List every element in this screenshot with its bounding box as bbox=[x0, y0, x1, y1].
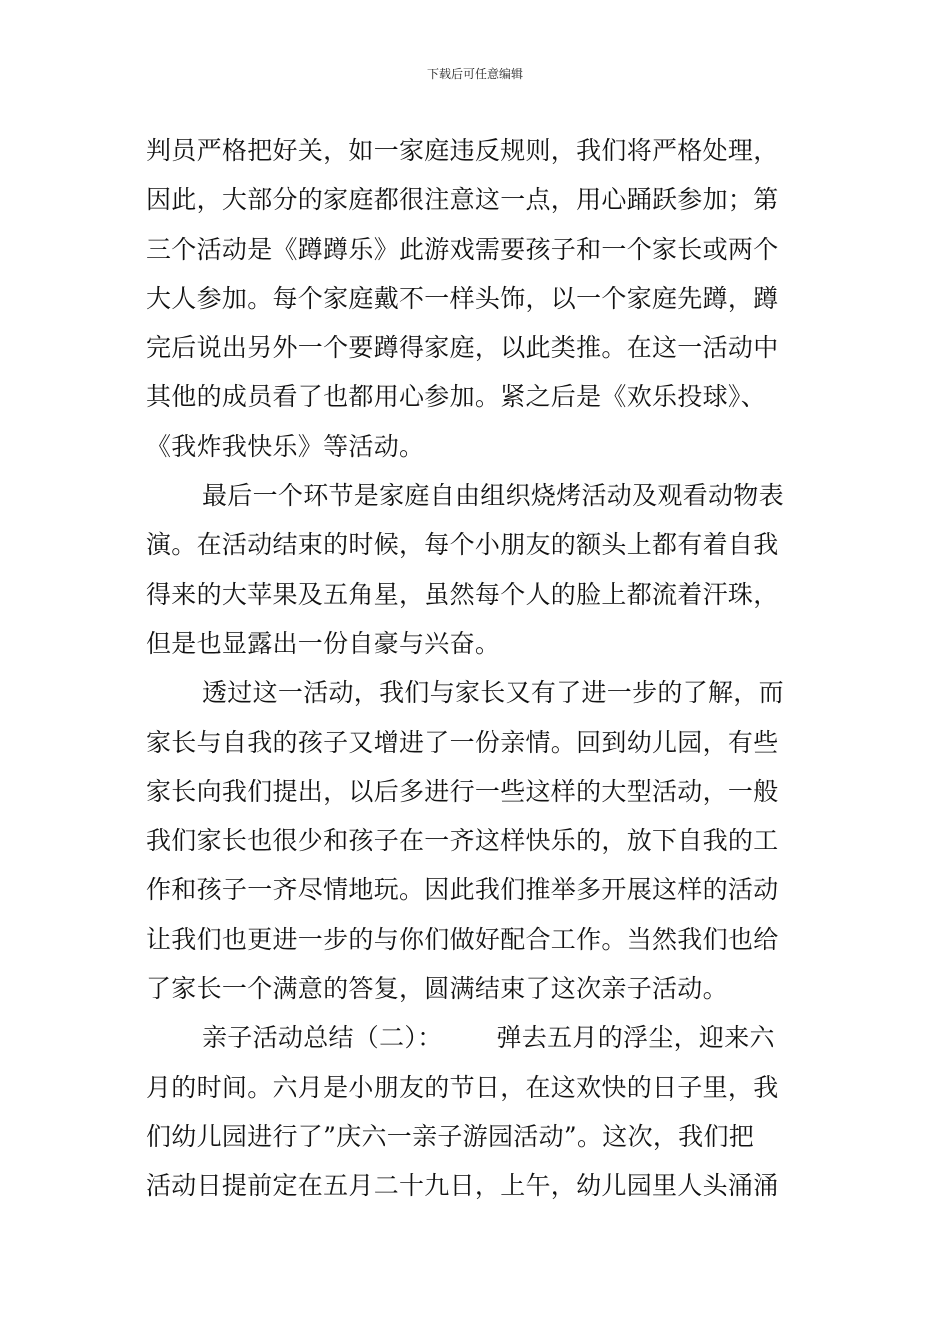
text-line: 判员严格把好关，如一家庭违反规则，我们将严格处理， bbox=[146, 136, 779, 165]
text-line: 大人参加。每个家庭戴不一样头饰，以一个家庭先蹲，蹲 bbox=[146, 283, 779, 313]
text-line: 《我炸我快乐》等活动。 bbox=[146, 431, 425, 461]
text-line: 最后一个环节是家庭自由组织烧烤活动及观看动物表 bbox=[202, 481, 784, 511]
text-line: 三个活动是《蹲蹲乐》此游戏需要孩子和一个家长或两个 bbox=[146, 234, 779, 264]
text-line: 但是也显露出一份自豪与兴奋。 bbox=[146, 628, 501, 658]
text-line-with-heading bbox=[146, 1013, 808, 1062]
paragraph-1 bbox=[146, 126, 808, 471]
text-line: 我们家长也很少和孩子在一齐这样快乐的，放下自我的工 bbox=[146, 826, 779, 856]
text-line: 透过这一活动，我们与家长又有了进一步的了解，而 bbox=[202, 678, 784, 708]
text-line: 了家长一个满意的答复，圆满结束了这次亲子活动。 bbox=[146, 974, 728, 1004]
text-line: 演。在活动结束的时候，每个小朋友的额头上都有着自我 bbox=[146, 530, 779, 560]
text-line: 其他的成员看了也都用心参加。紧之后是《欢乐投球》、 bbox=[146, 382, 767, 412]
text-line: 家长向我们提出，以后多进行一些这样的大型活动，一般 bbox=[146, 776, 779, 806]
text-line: 活动日提前定在五月二十九日，上午，幼儿园里人头涌涌 bbox=[146, 1171, 779, 1201]
text-line: 让我们也更进一步的与你们做好配合工作。当然我们也给 bbox=[146, 924, 779, 954]
document-body bbox=[146, 126, 808, 1211]
text-line: 作和孩子一齐尽情地玩。因此我们推举多开展这样的活动 bbox=[146, 875, 779, 905]
paragraph-2 bbox=[146, 471, 808, 668]
section-heading: 亲子活动总结（二）： bbox=[202, 1023, 443, 1053]
text-line: 家长与自我的孩子又增进了一份亲情。回到幼儿园，有些 bbox=[146, 727, 779, 757]
section-first-line: 弹去五月的浮尘，迎来六 bbox=[496, 1023, 775, 1053]
text-line: 完后说出另外一个要蹲得家庭，以此类推。在这一活动中 bbox=[146, 333, 779, 363]
text-line: 因此，大部分的家庭都很注意这一点，用心踊跃参加；第 bbox=[146, 185, 779, 215]
text-line: 们幼儿园进行了”庆六一亲子游园活动”。这次，我们把 bbox=[146, 1121, 755, 1151]
text-line: 得来的大苹果及五角星，虽然每个人的脸上都流着汗珠， bbox=[146, 579, 779, 609]
header-note: 下载后可任意编辑 bbox=[426, 67, 523, 81]
paragraph-4 bbox=[146, 1013, 808, 1210]
paragraph-3 bbox=[146, 668, 808, 1013]
text-line: 月的时间。六月是小朋友的节日，在这欢快的日子里，我 bbox=[146, 1072, 779, 1102]
